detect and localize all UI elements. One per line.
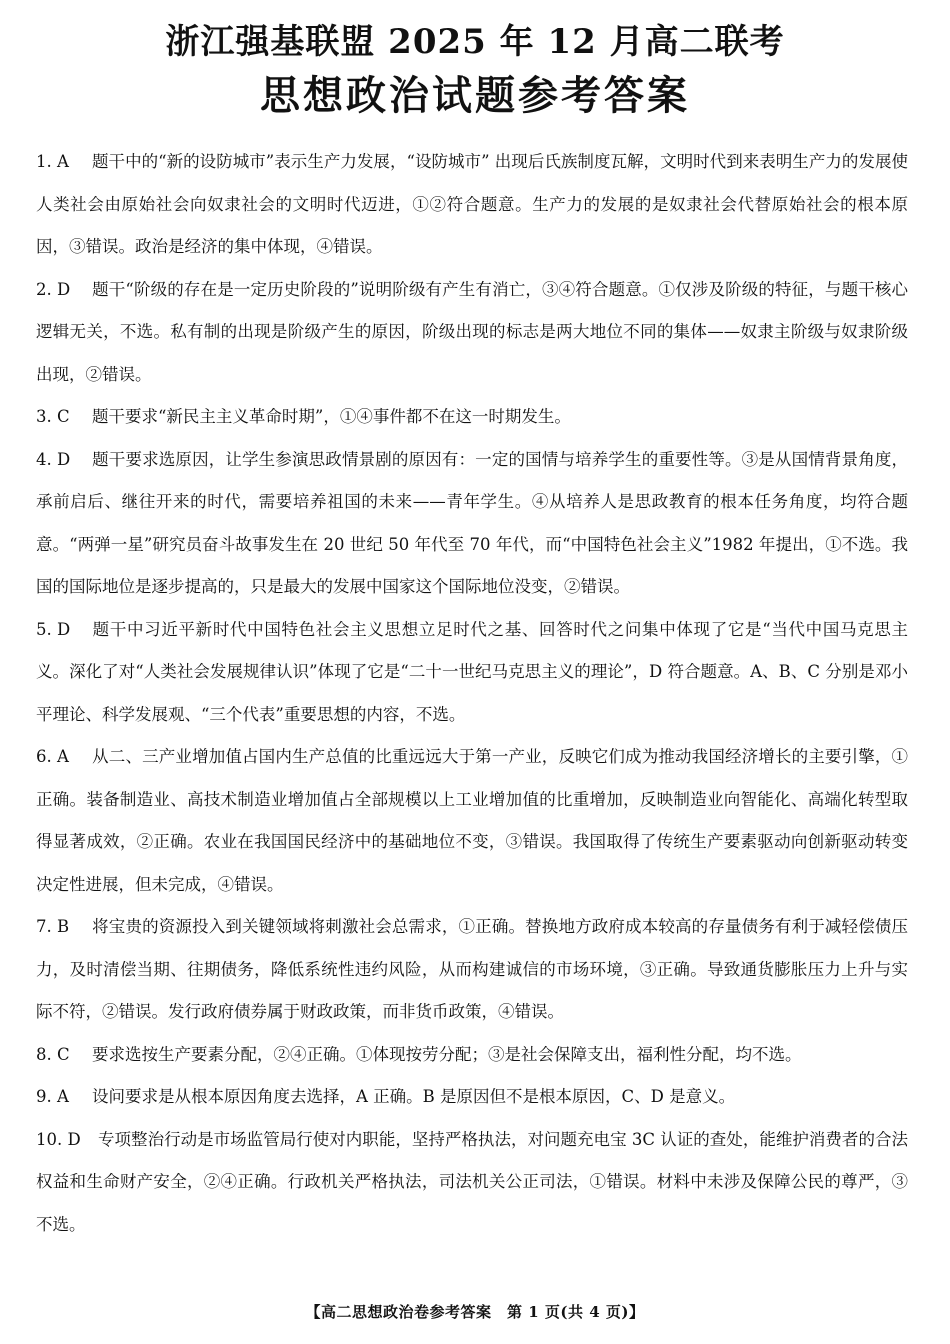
answer-explanation: 将宝贵的资源投入到关键领域将刺激社会总需求，①正确。替换地方政府成本较高的存量债务有利于减轻偿债压力，及时清偿当期、往期债务，降低系统性违约风险，从而构建诚信的市场环境，③正确。导致通货膨胀压力上升与实际不符，②错误。发行政府债券属于财政政策，而非货币政策，④错误。 — [36, 917, 908, 1021]
answer-number: 3. C — [36, 407, 70, 426]
answer-item-1 — [36, 141, 908, 269]
answer-number: 4. D — [36, 449, 71, 469]
answer-number: 1. A — [36, 152, 69, 171]
answer-item-5 — [36, 609, 908, 737]
answer-number: 10. D — [36, 1129, 81, 1149]
answer-number: 7. B — [36, 917, 70, 936]
answer-key-title: 思想政治试题参考答案 — [260, 73, 690, 119]
answer-explanation: 题干中习近平新时代中国特色社会主义思想立足时代之基、回答时代之问集中体现了它是“当代中国马克思主义。深化了对“人类社会发展规律认识”体现了它是“二十一世纪马克思主义的理论”，D 符合题意。A、B、C 分别是邓小平理论、科学发展观、“三个代表”重要思想的内容，不选。 — [36, 619, 908, 724]
answer-explanation: 设问要求是从根本原因角度去选择，A 正确。B 是原因但不是根本原因，C、D 是意义。 — [92, 1087, 736, 1106]
exam-title: 浙江强基联盟 2025 年 12 月高二联考 — [165, 22, 785, 62]
answer-number: 8. C — [36, 1044, 70, 1064]
answer-list — [36, 141, 908, 1246]
answer-item-2 — [36, 269, 908, 397]
answer-explanation: 题干中的“新的设防城市”表示生产力发展，“设防城市” 出现后氏族制度瓦解，文明时代到来表明生产力的发展使人类社会由原始社会向奴隶社会的文明时代迈进，①②符合题意。生产力的发展的是奴隶社会代替原始社会的根本原因，③错误。政治是经济的集中体现，④错误。 — [36, 152, 908, 256]
answer-number: 9. A — [36, 1087, 69, 1106]
answer-item-8 — [36, 1034, 908, 1077]
answer-item-3 — [36, 396, 908, 439]
answer-item-4 — [36, 439, 908, 609]
answer-item-9 — [36, 1076, 908, 1119]
page-footer: 【高二思想政治卷参考答案 第 1 页(共 4 页)】 — [305, 1303, 645, 1321]
answer-explanation: 专项整治行动是市场监管局行使对内职能，坚持严格执法，对问题充电宝 3C 认证的查处，能维护消费者的合法权益和生命财产安全，②④正确。行政机关严格执法，司法机关公正司法，①错误。材料中未涉及保障公民的尊严，③不选。 — [36, 1129, 908, 1234]
answer-explanation: 题干“阶级的存在是一定历史阶段的”说明阶级有产生有消亡，③④符合题意。①仅涉及阶级的特征，与题干核心逻辑无关，不选。私有制的出现是阶级产生的原因，阶级出现的标志是两大地位不同的集体——奴隶主阶级与奴隶阶级出现，②错误。 — [36, 279, 908, 384]
answer-explanation: 要求选按生产要素分配，②④正确。①体现按劳分配；③是社会保障支出，福利性分配，均不选。 — [92, 1044, 802, 1064]
answer-number: 5. D — [36, 619, 71, 639]
answer-number: 6. A — [36, 747, 69, 766]
answer-item-10 — [36, 1119, 908, 1247]
answer-explanation: 题干要求选原因，让学生参演思政情景剧的原因有：一定的国情与培养学生的重要性等。③是从国情背景角度，承前启后、继往开来的时代，需要培养祖国的未来——青年学生。④从培养人是思政教育的根本任务角度，均符合题意。“两弹一星”研究员奋斗故事发生在 20 世纪 50 年代至 70 年代，而“中国特色社会主义”1982 年提出，①不选。我国的国际地位是逐步提高的，只是最大的发展中国家这个国际地位没变，②错误。 — [36, 449, 908, 596]
answer-item-6 — [36, 736, 908, 906]
answer-explanation: 从二、三产业增加值占国内生产总值的比重远远大于第一产业，反映它们成为推动我国经济增长的主要引擎，①正确。装备制造业、高技术制造业增加值占全部规模以上工业增加值的比重增加，反映制造业向智能化、高端化转型取得显著成效，②正确。农业在我国国民经济中的基础地位不变，③错误。我国取得了传统生产要素驱动向创新驱动转变决定性进展，但未完成，④错误。 — [36, 747, 908, 894]
answer-explanation: 题干要求“新民主主义革命时期”，①④事件都不在这一时期发生。 — [92, 407, 571, 426]
answer-item-7 — [36, 906, 908, 1034]
answer-number: 2. D — [36, 279, 71, 299]
